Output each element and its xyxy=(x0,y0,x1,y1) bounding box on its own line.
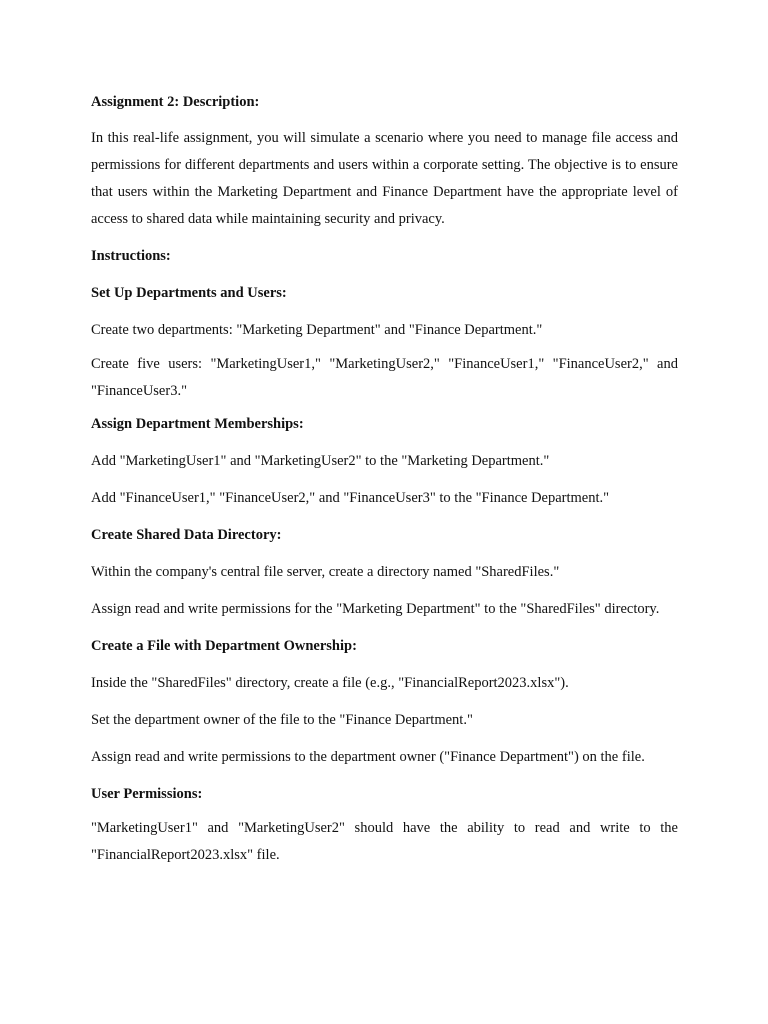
file-paragraph-3: Assign read and write permissions to the department owner ("Finance Department") on the file. xyxy=(91,749,645,765)
user-permissions-paragraph: "MarketingUser1" and "MarketingUser2" should have the ability to read and write to the "FinancialReport2023.xlsx" file. xyxy=(91,820,678,863)
user-permissions-heading: User Permissions: xyxy=(91,786,203,802)
document-title: Assignment 2: Description: xyxy=(91,94,260,110)
intro-paragraph: In this real-life assignment, you will simulate a scenario where you need to manage file access and permissions for different departments and users within a corporate setting. The objective is to ensure that users within the Marketing Department and Finance Department have the appropriate level of access to shared data while maintaining security and privacy. xyxy=(91,130,678,227)
shared-heading: Create Shared Data Directory: xyxy=(91,527,282,543)
membership-paragraph-2: Add "FinanceUser1," "FinanceUser2," and "FinanceUser3" to the "Finance Department." xyxy=(91,490,610,506)
setup-heading: Set Up Departments and Users: xyxy=(91,285,287,301)
membership-heading: Assign Department Memberships: xyxy=(91,416,304,432)
file-paragraph-1: Inside the "SharedFiles" directory, create a file (e.g., "FinancialReport2023.xlsx"). xyxy=(91,675,569,691)
setup-paragraph-2: Create five users: "MarketingUser1," "MarketingUser2," "FinanceUser1," "FinanceUser2," and "FinanceUser3." xyxy=(91,356,678,399)
file-paragraph-2: Set the department owner of the file to the "Finance Department." xyxy=(91,712,473,728)
setup-paragraph-1: Create two departments: "Marketing Department" and "Finance Department." xyxy=(91,322,543,338)
shared-paragraph-1: Within the company's central file server, create a directory named "SharedFiles." xyxy=(91,564,560,580)
shared-paragraph-2: Assign read and write permissions for the "Marketing Department" to the "SharedFiles" directory. xyxy=(91,601,660,617)
file-heading: Create a File with Department Ownership: xyxy=(91,638,357,654)
membership-paragraph-1: Add "MarketingUser1" and "MarketingUser2" to the "Marketing Department." xyxy=(91,453,550,469)
document-page xyxy=(91,92,678,879)
instructions-heading: Instructions: xyxy=(91,248,171,264)
